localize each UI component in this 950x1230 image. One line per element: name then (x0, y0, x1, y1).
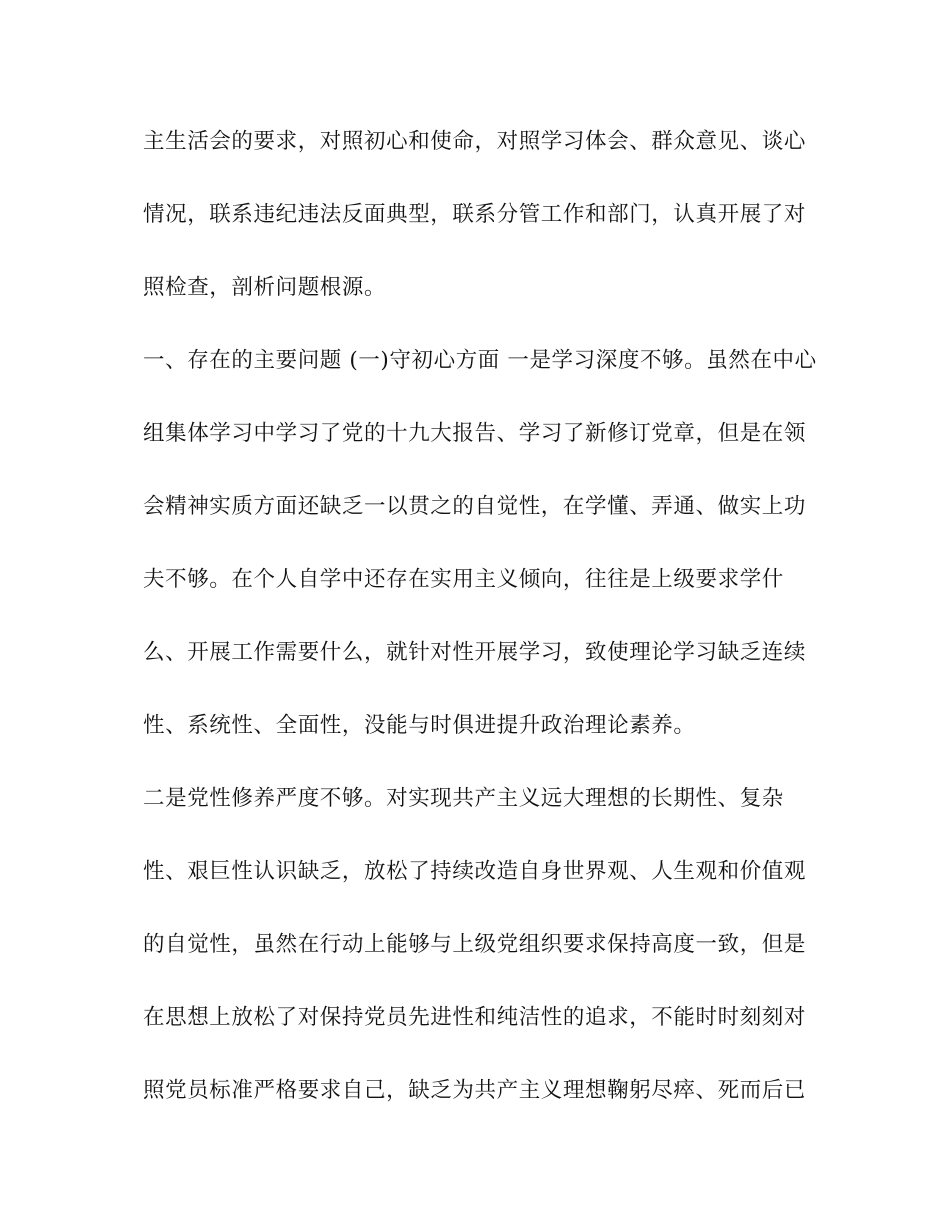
text-line: 性、系统性、全面性，没能与时俱进提升政治理论素养。 (143, 713, 696, 738)
text-line: 照党员标准严格要求自己，缺乏为共产主义理想鞠躬尽瘁、死而后已 (143, 1078, 807, 1103)
text-line: 么、开展工作需要什么，就针对性开展学习，致使理论学习缺乏连续 (143, 640, 807, 665)
text-line: 主生活会的要求，对照初心和使命，对照学习体会、群众意见、谈心 (143, 129, 807, 154)
text-line: 会精神实质方面还缺乏一以贯之的自觉性，在学懂、弄通、做实上功 (143, 494, 807, 519)
text-line: 性、艰巨性认识缺乏，放松了持续改造自身世界观、人生观和价值观 (143, 859, 807, 884)
text-line: 夫不够。在个人自学中还存在实用主义倾向，往往是上级要求学什 (143, 567, 784, 592)
text-line: 照检查，剖析问题根源。 (143, 275, 387, 300)
text-line: 的自觉性，虽然在行动上能够与上级党组织要求保持高度一致，但是 (143, 932, 807, 957)
text-line: 在思想上放松了对保持党员先进性和纯洁性的追求，不能时时刻刻对 (143, 1005, 807, 1030)
text-line: 组集体学习中学习了党的十九大报告、学习了新修订党章，但是在领 (143, 421, 807, 446)
text-line: 情况，联系违纪违法反面典型，联系分管工作和部门，认真开展了对 (143, 202, 807, 227)
text-line: 一、存在的主要问题 (一)守初心方面 一是学习深度不够。虽然在中心 (143, 348, 817, 373)
text-line: 二是党性修养严度不够。对实现共产主义远大理想的长期性、复杂 (143, 786, 784, 811)
